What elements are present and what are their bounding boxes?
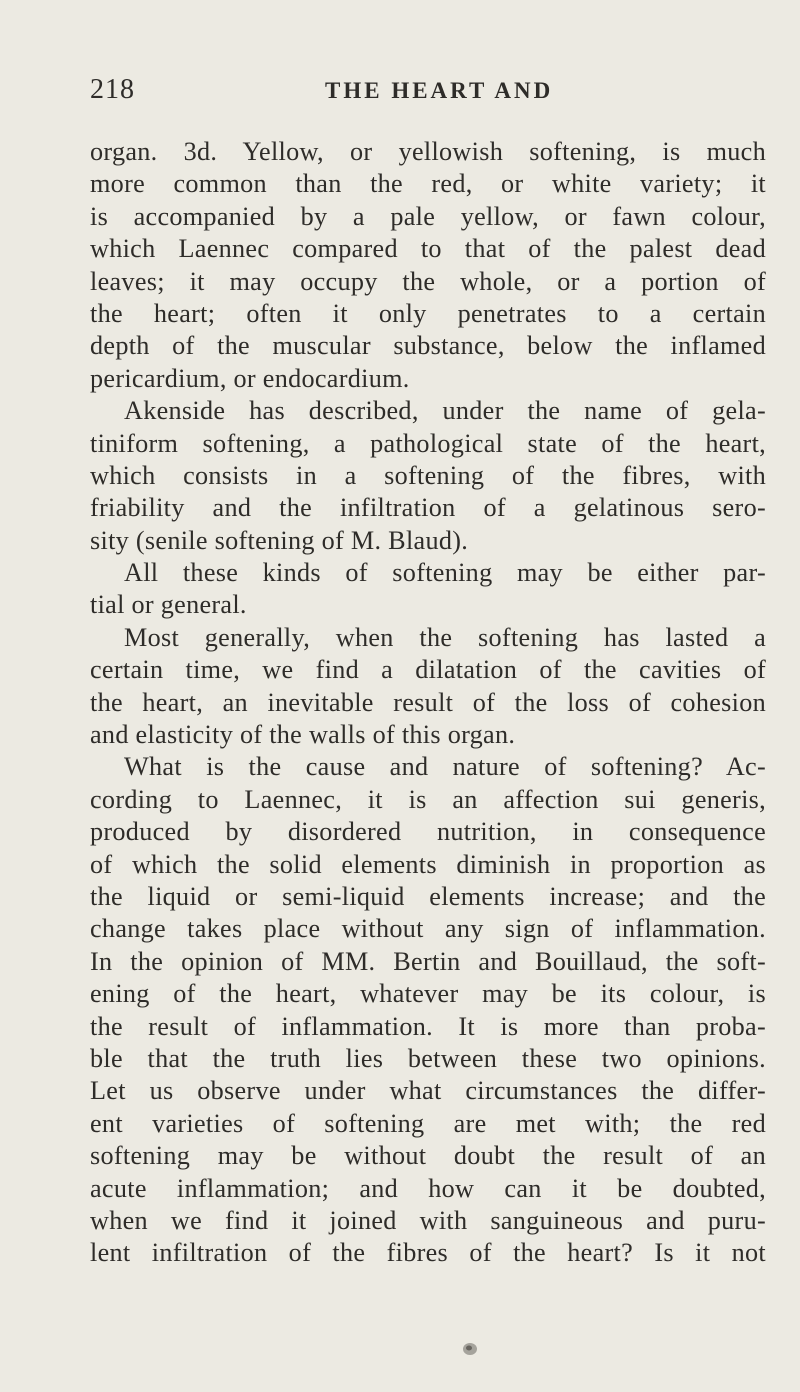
text-line: produced by disordered nutrition, in consequence: [90, 817, 766, 847]
text-line: tial or general.: [90, 590, 247, 620]
text-line: the liquid or semi-liquid elements increase; and the: [90, 881, 766, 911]
text-line: leaves; it may occupy the whole, or a portion of: [90, 266, 766, 296]
text-line: lent infiltration of the fibres of the heart? Is it not: [90, 1238, 766, 1268]
text-line: acute inflammation; and how can it be doubted,: [90, 1173, 766, 1203]
text-line: and elasticity of the walls of this organ.: [90, 720, 516, 750]
text-line: tiniform softening, a pathological state of the heart,: [90, 428, 766, 458]
running-head: [90, 74, 770, 106]
text-line: which consists in a softening of the fibres, with: [90, 460, 766, 490]
text-line: when we find it joined with sanguineous and puru-: [90, 1205, 766, 1235]
text-line: depth of the muscular substance, below the inflamed: [90, 331, 766, 361]
text-line: Let us observe under what circumstances the differ-: [90, 1076, 766, 1106]
text-line: more common than the red, or white variety; it: [90, 169, 766, 199]
text-line: certain time, we find a dilatation of the cavities of: [90, 655, 766, 685]
text-line: cording to Laennec, it is an affection sui generis,: [90, 784, 766, 814]
text-line: In the opinion of MM. Bertin and Bouillaud, the soft-: [90, 946, 766, 976]
text-line: is accompanied by a pale yellow, or fawn colour,: [90, 201, 766, 231]
text-line: pericardium, or endocardium.: [90, 363, 410, 393]
text-line: of which the solid elements diminish in proportion as: [90, 849, 766, 879]
text-line: ening of the heart, whatever may be its colour, is: [90, 979, 766, 1009]
text-line: ble that the truth lies between these two opinions.: [90, 1043, 766, 1073]
text-line: softening may be without doubt the result of an: [90, 1141, 766, 1171]
text-line: friability and the infiltration of a gelatinous sero-: [90, 493, 766, 523]
text-line: sity (senile softening of M. Blaud).: [90, 525, 469, 555]
text-line: change takes place without any sign of inflammation.: [90, 914, 766, 944]
text-line: Akenside has described, under the name of gela-: [124, 396, 766, 426]
text-line: All these kinds of softening may be either par-: [124, 558, 766, 588]
text-line: the heart; often it only penetrates to a certain: [90, 298, 766, 328]
ink-blot-icon: [460, 1340, 480, 1358]
text-line: the result of inflammation. It is more than proba-: [90, 1011, 766, 1041]
text-line: which Laennec compared to that of the palest dead: [90, 234, 766, 264]
text-line: organ. 3d. Yellow, or yellowish softening, is much: [90, 137, 766, 166]
running-title: THE HEART AND: [325, 78, 554, 103]
body-text: [90, 136, 766, 1270]
text-line: the heart, an inevitable result of the loss of cohesion: [90, 687, 766, 717]
text-line: What is the cause and nature of softening? Ac-: [124, 752, 766, 782]
text-line: Most generally, when the softening has lasted a: [124, 622, 766, 652]
page-number: 218: [90, 74, 135, 105]
text-line: ent varieties of softening are met with; the red: [90, 1108, 766, 1138]
